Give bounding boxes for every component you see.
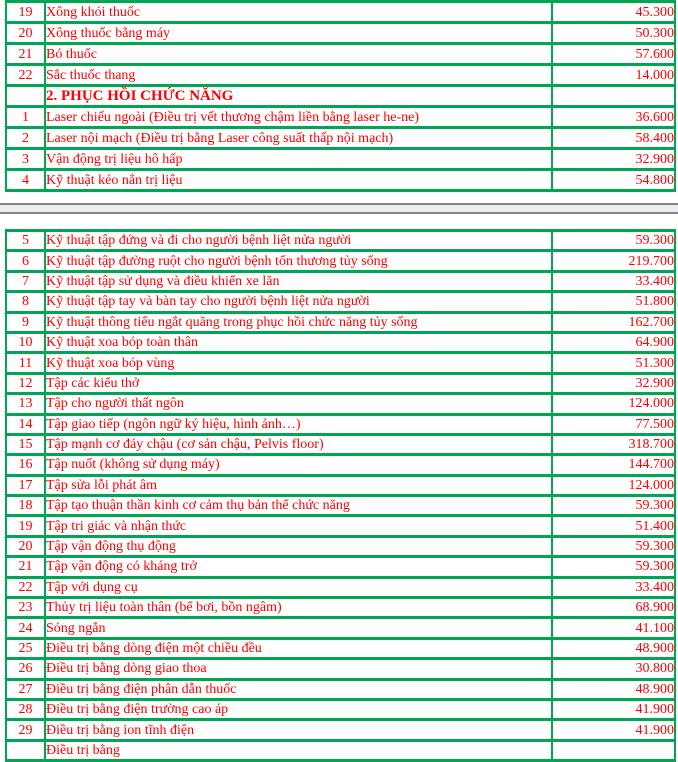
service-name-cell: 2. PHỤC HỒI CHỨC NĂNG bbox=[45, 86, 552, 107]
row-number-cell: 17 bbox=[6, 475, 45, 495]
price-cell: 33.400 bbox=[552, 271, 675, 291]
price-cell: 57.600 bbox=[552, 44, 675, 65]
table-row bbox=[6, 292, 675, 312]
row-number-cell: 15 bbox=[6, 434, 45, 454]
table-row bbox=[6, 577, 675, 597]
row-number-cell: 25 bbox=[6, 638, 45, 658]
row-number-cell: 12 bbox=[6, 373, 45, 393]
price-cell: 64.900 bbox=[552, 332, 675, 352]
table-row bbox=[6, 414, 675, 434]
table-row bbox=[6, 598, 675, 618]
row-number-cell: 28 bbox=[6, 699, 45, 719]
row-number-cell: 19 bbox=[6, 2, 45, 23]
row-number-cell: 3 bbox=[6, 149, 45, 170]
service-name-cell: Thủy trị liệu toàn thân (bể bơi, bồn ngâm) bbox=[45, 598, 552, 618]
service-name-cell: Kỹ thuật tập sử dụng và điều khiển xe lăn bbox=[45, 271, 552, 291]
price-cell: 51.400 bbox=[552, 516, 675, 536]
table-row bbox=[6, 2, 675, 23]
service-name-cell: Kỹ thuật tập tay và bàn tay cho người bệnh liệt nửa người bbox=[45, 292, 552, 312]
table-row bbox=[6, 638, 675, 658]
row-number-cell: 1 bbox=[6, 107, 45, 128]
service-name-cell: Kỹ thuật tập đường ruột cho người bệnh tổn thương tủy sống bbox=[45, 251, 552, 271]
service-name-cell: Laser nội mạch (Điều trị bằng Laser công suất thấp nội mạch) bbox=[45, 128, 552, 149]
price-cell: 48.900 bbox=[552, 638, 675, 658]
price-cell: 51.300 bbox=[552, 353, 675, 373]
row-number-cell: 11 bbox=[6, 353, 45, 373]
table-row bbox=[6, 271, 675, 291]
table-row bbox=[6, 23, 675, 44]
price-cell: 51.800 bbox=[552, 292, 675, 312]
service-name-cell: Bó thuốc bbox=[45, 44, 552, 65]
upper-price-table bbox=[5, 0, 676, 192]
price-cell: 50.300 bbox=[552, 23, 675, 44]
price-cell: 77.500 bbox=[552, 414, 675, 434]
table-row bbox=[6, 149, 675, 170]
service-name-cell: Tập các kiểu thở bbox=[45, 373, 552, 393]
table-row bbox=[6, 496, 675, 516]
price-cell: 48.900 bbox=[552, 679, 675, 699]
table-row bbox=[6, 455, 675, 475]
service-name-cell: Sóng ngắn bbox=[45, 618, 552, 638]
table-row bbox=[6, 353, 675, 373]
service-name-cell: Kỹ thuật xoa bóp toàn thân bbox=[45, 332, 552, 352]
row-number-cell: 22 bbox=[6, 65, 45, 86]
service-name-cell: Tập với dụng cụ bbox=[45, 577, 552, 597]
table-row bbox=[6, 312, 675, 332]
row-number-cell: 24 bbox=[6, 618, 45, 638]
row-number-cell: 20 bbox=[6, 536, 45, 556]
service-name-cell: Điều trị bằng dòng giao thoa bbox=[45, 659, 552, 679]
row-number-cell: 10 bbox=[6, 332, 45, 352]
price-cell: 14.000 bbox=[552, 65, 675, 86]
table-row bbox=[6, 65, 675, 86]
row-number-cell: 9 bbox=[6, 312, 45, 332]
price-cell: 144.700 bbox=[552, 455, 675, 475]
table-row bbox=[6, 170, 675, 191]
table-row bbox=[6, 740, 675, 760]
price-cell: 36.600 bbox=[552, 107, 675, 128]
table-row bbox=[6, 373, 675, 393]
service-name-cell: Tập tạo thuận thần kinh cơ cảm thụ bản thể chức năng bbox=[45, 496, 552, 516]
service-name-cell: Tập cho người thất ngôn bbox=[45, 394, 552, 414]
table-row bbox=[6, 231, 675, 251]
price-cell: 124.000 bbox=[552, 475, 675, 495]
service-name-cell: Laser chiếu ngoài (Điều trị vết thương chậm liền bằng laser he-ne) bbox=[45, 107, 552, 128]
price-cell: 32.900 bbox=[552, 149, 675, 170]
table-row bbox=[6, 86, 675, 107]
table-row bbox=[6, 128, 675, 149]
service-name-cell: Sắc thuốc thang bbox=[45, 65, 552, 86]
table-row bbox=[6, 332, 675, 352]
row-number-cell: 6 bbox=[6, 251, 45, 271]
service-name-cell: Kỹ thuật thông tiểu ngắt quãng trong phục hồi chức năng tủy sống bbox=[45, 312, 552, 332]
price-cell bbox=[552, 740, 675, 760]
price-cell: 41.900 bbox=[552, 699, 675, 719]
service-name-cell: Điều trị bằng điện phân dẫn thuốc bbox=[45, 679, 552, 699]
price-cell: 59.300 bbox=[552, 536, 675, 556]
price-cell: 68.900 bbox=[552, 598, 675, 618]
table-row bbox=[6, 107, 675, 128]
table-row bbox=[6, 536, 675, 556]
price-cell: 32.900 bbox=[552, 373, 675, 393]
price-cell: 41.100 bbox=[552, 618, 675, 638]
service-name-cell: Tập sửa lỗi phát âm bbox=[45, 475, 552, 495]
service-name-cell: Vận động trị liệu hô hấp bbox=[45, 149, 552, 170]
service-name-cell: Kỹ thuật kéo nắn trị liệu bbox=[45, 170, 552, 191]
price-cell: 41.900 bbox=[552, 720, 675, 740]
row-number-cell: 23 bbox=[6, 598, 45, 618]
service-name-cell: Tập giao tiếp (ngôn ngữ ký hiệu, hình ảnh…) bbox=[45, 414, 552, 434]
row-number-cell bbox=[6, 740, 45, 760]
table-row bbox=[6, 679, 675, 699]
row-number-cell: 27 bbox=[6, 679, 45, 699]
table-row bbox=[6, 475, 675, 495]
price-cell: 58.400 bbox=[552, 128, 675, 149]
row-number-cell: 14 bbox=[6, 414, 45, 434]
row-number-cell bbox=[6, 86, 45, 107]
price-cell: 124.000 bbox=[552, 394, 675, 414]
service-name-cell: Xông khói thuốc bbox=[45, 2, 552, 23]
page-break-separator bbox=[0, 203, 678, 214]
service-name-cell: Điều trị bằng ion tĩnh điện bbox=[45, 720, 552, 740]
service-name-cell: Tập nuốt (không sử dụng máy) bbox=[45, 455, 552, 475]
service-name-cell: Xông thuốc bằng máy bbox=[45, 23, 552, 44]
price-cell: 59.300 bbox=[552, 496, 675, 516]
row-number-cell: 7 bbox=[6, 271, 45, 291]
row-number-cell: 2 bbox=[6, 128, 45, 149]
price-cell: 30.800 bbox=[552, 659, 675, 679]
row-number-cell: 21 bbox=[6, 44, 45, 65]
row-number-cell: 22 bbox=[6, 577, 45, 597]
price-cell bbox=[552, 86, 675, 107]
row-number-cell: 16 bbox=[6, 455, 45, 475]
row-number-cell: 4 bbox=[6, 170, 45, 191]
row-number-cell: 21 bbox=[6, 557, 45, 577]
price-cell: 318.700 bbox=[552, 434, 675, 454]
row-number-cell: 29 bbox=[6, 720, 45, 740]
price-cell: 59.300 bbox=[552, 231, 675, 251]
service-name-cell: Điều trị bằng bbox=[45, 740, 552, 760]
service-name-cell: Kỹ thuật xoa bóp vùng bbox=[45, 353, 552, 373]
row-number-cell: 18 bbox=[6, 496, 45, 516]
row-number-cell: 5 bbox=[6, 231, 45, 251]
table-row bbox=[6, 557, 675, 577]
table-row bbox=[6, 618, 675, 638]
service-name-cell: Tập tri giác và nhận thức bbox=[45, 516, 552, 536]
row-number-cell: 26 bbox=[6, 659, 45, 679]
price-cell: 59.300 bbox=[552, 557, 675, 577]
service-name-cell: Điều trị bằng điện trường cao áp bbox=[45, 699, 552, 719]
table-row bbox=[6, 699, 675, 719]
row-number-cell: 19 bbox=[6, 516, 45, 536]
table-row bbox=[6, 394, 675, 414]
row-number-cell: 13 bbox=[6, 394, 45, 414]
table-row bbox=[6, 720, 675, 740]
service-name-cell: Tập vận động thụ động bbox=[45, 536, 552, 556]
service-name-cell: Tập vận động có kháng trở bbox=[45, 557, 552, 577]
service-name-cell: Điều trị bằng dòng điện một chiều đều bbox=[45, 638, 552, 658]
lower-price-table bbox=[5, 229, 676, 762]
price-cell: 219.700 bbox=[552, 251, 675, 271]
service-name-cell: Kỹ thuật tập đứng và đi cho người bệnh liệt nửa người bbox=[45, 231, 552, 251]
price-cell: 33.400 bbox=[552, 577, 675, 597]
table-row bbox=[6, 251, 675, 271]
row-number-cell: 20 bbox=[6, 23, 45, 44]
table-row bbox=[6, 44, 675, 65]
price-cell: 45.300 bbox=[552, 2, 675, 23]
price-cell: 54.800 bbox=[552, 170, 675, 191]
table-row bbox=[6, 434, 675, 454]
service-name-cell: Tập mạnh cơ đáy chậu (cơ sản chậu, Pelvis floor) bbox=[45, 434, 552, 454]
table-row bbox=[6, 516, 675, 536]
table-row bbox=[6, 659, 675, 679]
price-cell: 162.700 bbox=[552, 312, 675, 332]
row-number-cell: 8 bbox=[6, 292, 45, 312]
